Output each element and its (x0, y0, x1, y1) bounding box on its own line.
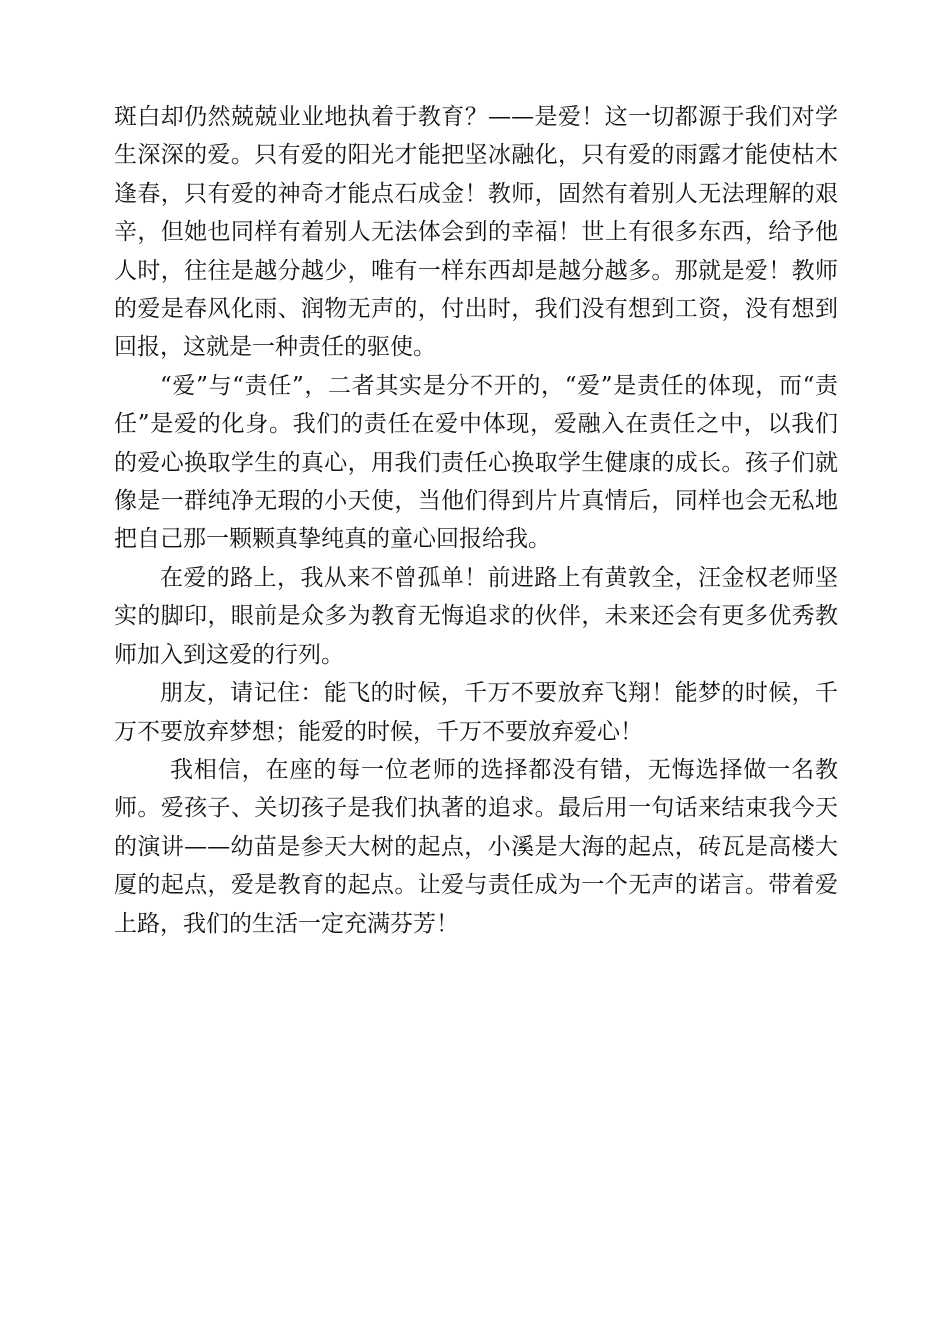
paragraph-2: “爱”与“责任”，二者其实是分不开的，“爱”是责任的体现，而“责任”是爱的化身。我们的责任在爱中体现，爱融入在责任之中，以我们的爱心换取学生的真心，用我们责任心换取学生健康的成长。孩子们就像是一群纯净无瑕的小天使，当他们得到片片真情后，同样也会无私地把自己那一颗颗真挚纯真的童心回报给我。 (114, 372, 838, 553)
document-body (114, 98, 838, 943)
paragraph-4: 朋友，请记住：能飞的时候，千万不要放弃飞翔！能梦的时候，千万不要放弃梦想；能爱的时候，千万不要放弃爱心！ (114, 680, 838, 745)
paragraph-1: 斑白却仍然兢兢业业地执着于教育？——是爱！这一切都源于我们对学生深深的爱。只有爱的阳光才能把坚冰融化，只有爱的雨露才能使枯木逢春，只有爱的神奇才能点石成金！教师，固然有着别人无法理解的艰辛，但她也同样有着别人无法体会到的幸福！世上有很多东西，给予他人时，往往是越分越少，唯有一样东西却是越分越多。那就是爱！教师的爱是春风化雨、润物无声的，付出时，我们没有想到工资，没有想到回报，这就是一种责任的驱使。 (114, 104, 838, 361)
paragraph-5: 我相信，在座的每一位老师的选择都没有错，无悔选择做一名教师。爱孩子、关切孩子是我们执著的追求。最后用一句话来结束我今天的演讲——幼苗是参天大树的起点，小溪是大海的起点，砖瓦是高楼大厦的起点，爱是教育的起点。让爱与责任成为一个无声的诺言。带着爱上路，我们的生活一定充满芬芳！ (114, 756, 838, 937)
paragraph-3: 在爱的路上，我从来不曾孤单！前进路上有黄敦全，汪金权老师坚实的脚印，眼前是众多为教育无悔追求的伙伴，未来还会有更多优秀教师加入到这爱的行列。 (114, 564, 838, 668)
